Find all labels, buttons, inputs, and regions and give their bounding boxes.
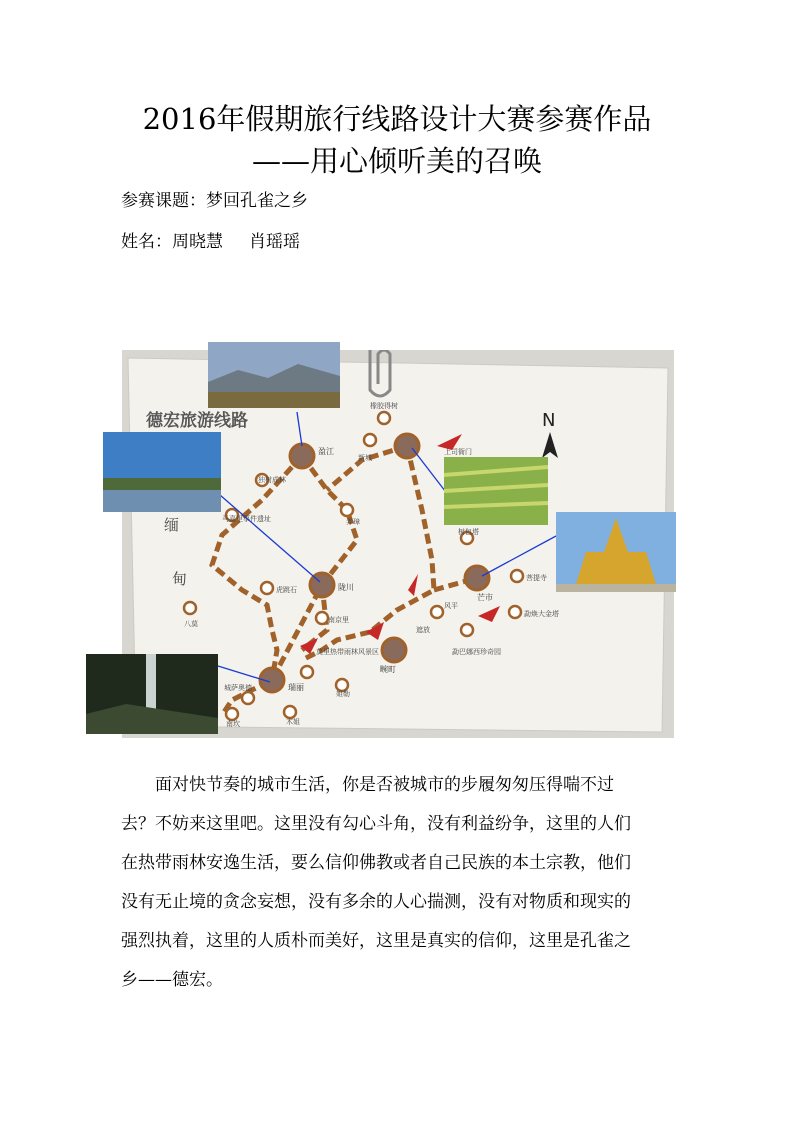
spot-label: 独树成林 bbox=[258, 476, 286, 484]
spot-label: 莫里热带雨林风景区 bbox=[316, 648, 379, 656]
document-title: 2016年假期旅行线路设计大赛参赛作品 bbox=[142, 102, 652, 136]
photo-waterfall bbox=[86, 654, 218, 734]
names-line bbox=[121, 230, 300, 254]
paragraph-line: 去？不妨来这里吧。这里没有勾心斗角，没有利益纷争，这里的人们 bbox=[121, 814, 631, 834]
author-2: 肖瑶瑶 bbox=[249, 232, 300, 252]
city-marker-wanding bbox=[382, 638, 406, 662]
spot-label: 橡胶得树 bbox=[370, 402, 398, 410]
north-label: N bbox=[542, 410, 556, 431]
city-marker-yingjiang bbox=[290, 444, 314, 468]
paragraph-line: 强烈执着，这里的人质朴而美好，这里是真实的信仰，这里是孔雀之 bbox=[121, 931, 631, 951]
photo-mountain bbox=[208, 342, 340, 408]
spot-label: 勐巴娜西珍奇园 bbox=[452, 648, 501, 656]
spot-label: 新城 bbox=[358, 454, 372, 462]
spot-label: 遮放 bbox=[416, 626, 430, 634]
city-label: 陇川 bbox=[338, 583, 354, 592]
paragraph-line: 在热带雨林安逸生活，要么信仰佛教或者自己民族的本土宗教，他们 bbox=[121, 853, 631, 873]
spot-label: 马嘉里事件遗址 bbox=[222, 515, 271, 523]
city-marker-zhangfeng bbox=[395, 434, 419, 458]
spot-label: 勐焕大金塔 bbox=[524, 610, 559, 618]
map-title: 德宏旅游线路 bbox=[146, 411, 248, 431]
paragraph-line: 面对快节奏的城市生活，你是否被城市的步履匆匆压得喘不过 bbox=[121, 775, 614, 795]
spot-label: 树包塔 bbox=[458, 528, 479, 536]
city-label: 畹町 bbox=[380, 665, 396, 674]
city-marker-mangshi bbox=[465, 566, 489, 590]
city-label: 盈江 bbox=[318, 447, 334, 456]
photo-golden-pagoda bbox=[556, 512, 676, 592]
spot-label: 城萨奥德 bbox=[224, 684, 252, 692]
spot-label: 虎跳石 bbox=[276, 586, 297, 594]
photo-wetland bbox=[103, 432, 221, 512]
country-label-2: 甸 bbox=[172, 570, 188, 588]
paragraph-line: 没有无止境的贪念妄想，没有多余的人心揣测，没有对物质和现实的 bbox=[121, 892, 631, 912]
city-label: 瑞丽 bbox=[288, 683, 304, 692]
author-1: 姓名：周晓慧 bbox=[121, 232, 223, 252]
topic-line: 参赛课题：梦回孔雀之乡 bbox=[121, 191, 308, 211]
spot-label: 南坎 bbox=[226, 720, 240, 728]
spot-label: 弄璋 bbox=[346, 518, 360, 526]
spot-label: 姐勒 bbox=[336, 690, 350, 698]
spot-label: 风平 bbox=[444, 602, 458, 610]
spot-label: 八莫 bbox=[184, 620, 198, 628]
document-subtitle: ——用心倾听美的召唤 bbox=[251, 144, 542, 178]
photo-terraced-fields bbox=[444, 457, 548, 525]
intro-paragraph bbox=[121, 766, 674, 1000]
city-label: 芒市 bbox=[477, 593, 493, 602]
country-label-1: 缅 bbox=[164, 516, 180, 534]
spot-label: 上司衙门 bbox=[444, 448, 472, 456]
spot-label: 木姐 bbox=[286, 718, 300, 726]
spot-label: 南京里 bbox=[328, 616, 349, 624]
paragraph-line: 乡——德宏。 bbox=[121, 970, 223, 990]
spot-label: 菩提寺 bbox=[526, 574, 547, 582]
